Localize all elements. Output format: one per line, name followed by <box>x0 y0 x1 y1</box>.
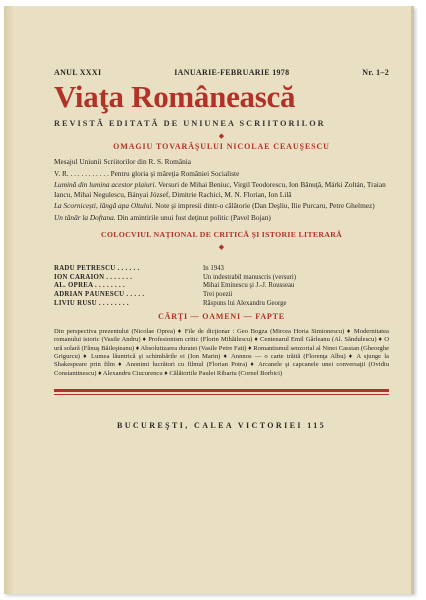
authors-list <box>54 265 389 308</box>
issue-number: Nr. 1–2 <box>362 68 389 77</box>
author-name: ION CARAION . . . . . . . <box>54 273 133 281</box>
magazine-subtitle: REVISTĂ EDITATĂ DE UNIUNEA SCRIITORILOR <box>54 119 326 128</box>
issue-header <box>54 68 389 77</box>
homage-heading: OMAGIU TOVARĂŞULUI NICOLAE CEAUŞESCU <box>113 142 330 151</box>
work-title: Mihai Eminescu şi J.-J. Rousseau <box>203 282 295 290</box>
contents-item-lead: Lumină din lumina acestor plaiuri. <box>54 180 157 190</box>
work-title: In 1943 <box>203 265 224 273</box>
magazine-cover <box>4 6 414 594</box>
author-name: ADRIAN PĂUNESCU . . . . . <box>54 291 145 298</box>
contents-item: Mesajul Uniunii Scriitorilor din R. S. România <box>54 157 192 166</box>
author-name: LIVIU RUSU . . . . . . . . <box>54 299 129 307</box>
cover-spine <box>4 6 16 594</box>
colloquium-heading: COLOCVIUL NAŢIONAL DE CRITICĂ ŞI ISTORIE LITERARĂ <box>100 230 343 240</box>
cover-content <box>54 68 389 430</box>
contents-item: V. R. . . . . . . . . . . . Pentru gloria şi măreţia României Socialiste <box>54 168 240 178</box>
work-title: Un indestrabil manuscris (versuri) <box>203 273 297 281</box>
author-row <box>54 291 389 300</box>
diamond-ornament-icon: ◆ <box>218 243 225 252</box>
issue-period: IANUARIE-FEBRUARIE 1978 <box>174 68 290 77</box>
reviews-paragraph: Din perspectiva prezentului (Nicolae Oprea) ♦ File de dicţionar : Geo Bogza (Mircea Horia Simionescu) ♦ Modernitatea romanului istoric (Vasile Andru) ♦ Profesionism critic (Florin Mihăilescu) ♦ Centenarul Emil Gârleanu (Al. Săndulescu) ♦ O ură solară (Fănuş Băileşteanu) ♦ Absolutizarea duratei (Vasile Petre Fati) ♦ Romantismul senzorial al Ninei Cassian (Gheorghe Grigurcu) ♦ Lumea lăuntrică şi schimbările ei (Ion Marin) ♦ Annnos — o carte trăită (Florenţa Albu) ♦ A sjunge la Shakespeare prin film ♦ Anonimi lucrători cu filmul (Florian Potra) ♦ Arcanele şi capcanele unei conversaţii (Ovidiu Constantinescu) ♦ Alexandru Ciucurencu ♦ Călătoriile Paulei Ribariu (Cornel Borbici) <box>54 328 389 377</box>
author-name: RADU PETRESCU . . . . . . <box>54 265 140 273</box>
author-name: AL. OPREA . . . . . . . . <box>54 282 125 290</box>
author-row <box>54 274 389 283</box>
contents-item: La Scornicești, lângă apa Oltului. Note şi impresii dintr-o călătorie (Dan Deşliu, Ilie Purcaru, Petre Ghelmez) <box>54 201 375 211</box>
diamond-ornament-icon: ◆ <box>218 132 225 140</box>
publisher-address: BUCUREŞTI, CALEA VICTORIEI 115 <box>116 420 327 430</box>
contents-item-lead: La Scornicești, lângă apa Oltului. <box>54 201 154 211</box>
author-row <box>54 300 389 309</box>
contents-item-lead: Un tânăr la Doftana. <box>54 213 116 223</box>
author-row <box>54 282 389 291</box>
section-heading: CĂRŢI — OAMENI — FAPTE <box>158 312 285 322</box>
issue-year: ANUL XXXI <box>54 68 102 77</box>
contents-item: Un tânăr la Doftana. Din amintirile unui fost deţinut politic (Pavel Bojan) <box>54 213 271 223</box>
work-title: Trei poezii <box>203 291 233 298</box>
red-rule-thin <box>54 394 389 395</box>
work-title: Răspuns lui Alexandru George <box>203 299 287 307</box>
contents-list <box>54 157 389 222</box>
contents-item: Lumină din lumina acestor plaiuri. Versuri de Mihai Beniuc, Virgil Teodorescu, Ion Bănuţă, Márki Zoltán, Traian Iancu, Mihai Negulescu, Bányai József, Dimitrie Rachici, M. N. Florian, Ion Lilă <box>54 180 386 199</box>
magazine-title: Viaţa Românească <box>54 79 296 114</box>
red-rule-thick <box>54 389 389 392</box>
author-row <box>54 265 389 274</box>
